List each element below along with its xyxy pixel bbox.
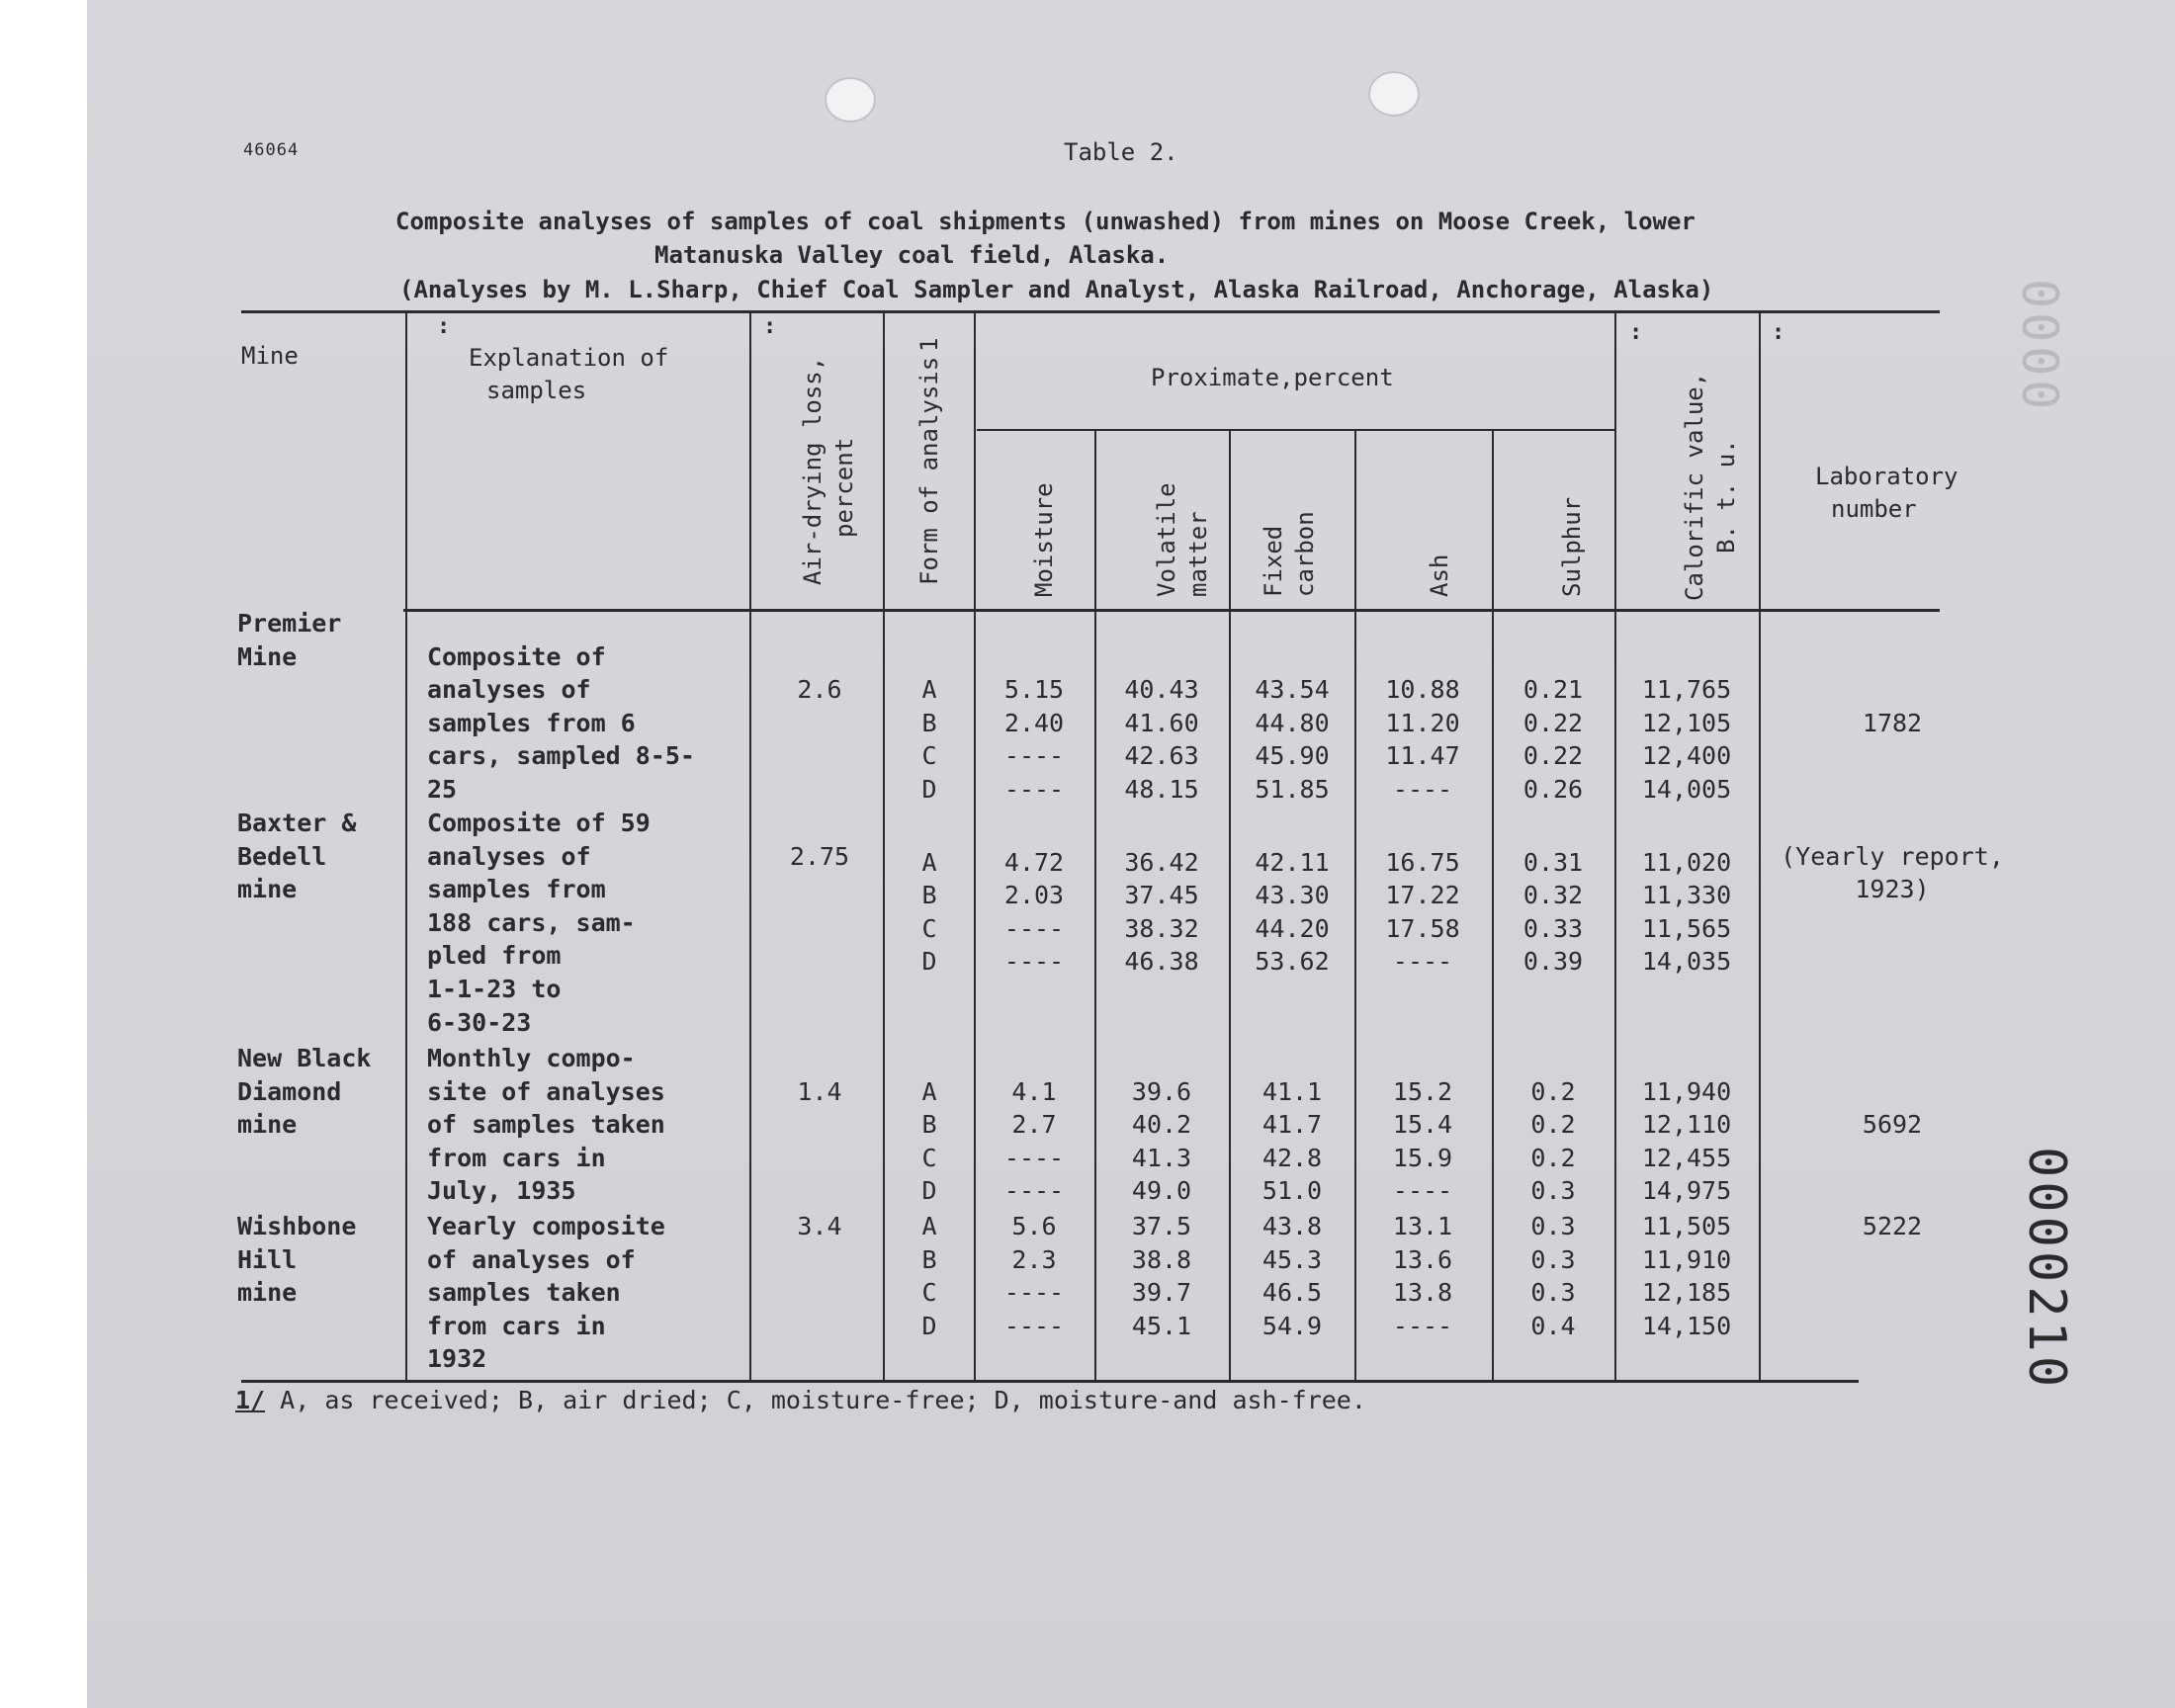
sample-explanation: July, 1935 (427, 1176, 576, 1205)
header-explanation-1: Explanation of (469, 344, 669, 372)
footnote-text: A, as received; B, air dried; C, moisture-free; D, moisture-and ash-free. (265, 1386, 1366, 1414)
calorific-value: 11,565 (1641, 914, 1732, 943)
calorific-value: 14,005 (1641, 775, 1732, 804)
ash-value: 13.1 (1392, 1212, 1453, 1240)
ash-value: 17.22 (1385, 881, 1460, 909)
header-form-footnote-mark: 1 (915, 337, 943, 352)
analysis-form: C (921, 1144, 937, 1172)
sample-explanation: Monthly compo- (427, 1044, 636, 1072)
sample-explanation: from cars in (427, 1312, 606, 1340)
header-colon: : (763, 314, 777, 339)
ash-value: 10.88 (1385, 675, 1460, 704)
calorific-value: 11,910 (1641, 1245, 1732, 1274)
header-calorific-1: Calorific value, (1681, 372, 1708, 601)
vline-air-drying (749, 312, 751, 1382)
volatile-value: 41.60 (1124, 709, 1199, 737)
moisture-value: 2.40 (1003, 709, 1065, 737)
ash-value: ---- (1392, 947, 1453, 976)
moisture-value: 4.1 (1011, 1077, 1057, 1106)
laboratory-number: 1782 (1862, 709, 1923, 737)
laboratory-number: 1923) (1855, 875, 1930, 903)
header-colon: : (437, 314, 451, 339)
ash-value: 17.58 (1385, 914, 1460, 943)
punch-hole-right (1368, 71, 1420, 117)
document-number: 46064 (243, 140, 300, 160)
analysis-form: A (921, 675, 937, 704)
sample-explanation: pled from (427, 941, 562, 970)
mine-name: Bedell (237, 842, 327, 871)
header-moisture: Moisture (1030, 482, 1058, 597)
analysis-form: A (921, 1212, 937, 1240)
sample-explanation: analyses of (427, 842, 591, 871)
header-ash: Ash (1426, 554, 1453, 597)
ash-value: 16.75 (1385, 848, 1460, 877)
sample-explanation: 25 (427, 775, 458, 804)
calorific-value: 11,505 (1641, 1212, 1732, 1240)
analysis-form: B (921, 709, 937, 737)
footnote (235, 1386, 1366, 1414)
mine-name: Baxter & (237, 809, 357, 837)
moisture-value: ---- (1003, 1144, 1065, 1172)
analysis-form: B (921, 881, 937, 909)
header-calorific-2: B. t. u. (1712, 439, 1740, 554)
table-top-rule (241, 310, 1940, 313)
volatile-value: 39.6 (1131, 1077, 1192, 1106)
fixed-carbon-value: 43.8 (1262, 1212, 1323, 1240)
moisture-value: ---- (1003, 1312, 1065, 1340)
sample-explanation: Composite of (427, 642, 606, 671)
sulphur-value: 0.33 (1522, 914, 1584, 943)
sample-explanation: 6-30-23 (427, 1008, 532, 1037)
header-explanation-2: samples (486, 377, 587, 404)
header-sulphur: Sulphur (1558, 496, 1586, 597)
analysis-form: C (921, 914, 937, 943)
moisture-value: ---- (1003, 1176, 1065, 1205)
sample-explanation: cars, sampled 8-5- (427, 741, 695, 770)
header-colon: : (1772, 320, 1785, 345)
analysis-form: D (921, 947, 937, 976)
analysis-form: C (921, 741, 937, 770)
mine-name: Wishbone (237, 1212, 357, 1240)
sample-explanation: of analyses of (427, 1245, 636, 1274)
analysis-form: B (921, 1110, 937, 1139)
punch-hole-left (825, 77, 876, 123)
fixed-carbon-value: 45.3 (1262, 1245, 1323, 1274)
analysis-form: D (921, 1176, 937, 1205)
sample-explanation: analyses of (427, 675, 591, 704)
fixed-carbon-value: 51.0 (1262, 1176, 1323, 1205)
air-drying-loss: 1.4 (797, 1077, 842, 1106)
sulphur-value: 0.3 (1530, 1278, 1576, 1307)
analysis-form: C (921, 1278, 937, 1307)
analysis-form: A (921, 848, 937, 877)
fixed-carbon-value: 41.1 (1262, 1077, 1323, 1106)
scan-margin (0, 0, 87, 1708)
volatile-value: 39.7 (1131, 1278, 1192, 1307)
ash-value: 15.4 (1392, 1110, 1453, 1139)
ash-value: 13.6 (1392, 1245, 1453, 1274)
calorific-value: 12,185 (1641, 1278, 1732, 1307)
volatile-value: 36.42 (1124, 848, 1199, 877)
calorific-value: 14,975 (1641, 1176, 1732, 1205)
header-air-drying-1: Air-drying loss, (799, 356, 826, 585)
sample-explanation: samples taken (427, 1278, 621, 1307)
caption-line-1: Composite analyses of samples of coal shipments (unwashed) from mines on Moose Creek, lower (395, 208, 1696, 235)
vline-sulphur (1492, 431, 1494, 1382)
ash-value: 15.9 (1392, 1144, 1453, 1172)
fixed-carbon-value: 41.7 (1262, 1110, 1323, 1139)
mine-name: New Black (237, 1044, 372, 1072)
sample-explanation: 1-1-23 to (427, 975, 562, 1003)
ash-value: ---- (1392, 1176, 1453, 1205)
sulphur-value: 0.3 (1530, 1245, 1576, 1274)
mine-name: mine (237, 1278, 298, 1307)
sample-explanation: 188 cars, sam- (427, 908, 636, 937)
header-proximate: Proximate,percent (1151, 364, 1394, 391)
faint-side-stamp: 0000 (2011, 279, 2068, 414)
sulphur-value: 0.22 (1522, 709, 1584, 737)
ash-value: ---- (1392, 1312, 1453, 1340)
moisture-value: 2.7 (1011, 1110, 1057, 1139)
volatile-value: 40.2 (1131, 1110, 1192, 1139)
moisture-value: ---- (1003, 1278, 1065, 1307)
calorific-value: 11,940 (1641, 1077, 1732, 1106)
volatile-value: 38.8 (1131, 1245, 1192, 1274)
header-fixed-2: carbon (1291, 511, 1319, 597)
caption-line-2: Matanuska Valley coal field, Alaska. (654, 241, 1170, 269)
calorific-value: 12,455 (1641, 1144, 1732, 1172)
sample-explanation: of samples taken (427, 1110, 665, 1139)
air-drying-loss: 2.75 (789, 842, 850, 871)
fixed-carbon-value: 42.8 (1262, 1144, 1323, 1172)
sample-explanation: from cars in (427, 1144, 606, 1172)
vline-calorific (1614, 312, 1616, 1382)
header-fixed-1: Fixed (1260, 525, 1287, 597)
sulphur-value: 0.3 (1530, 1212, 1576, 1240)
laboratory-number: 5222 (1862, 1212, 1923, 1240)
vline-laboratory (1759, 312, 1761, 1382)
moisture-value: ---- (1003, 947, 1065, 976)
air-drying-loss: 3.4 (797, 1212, 842, 1240)
calorific-value: 14,035 (1641, 947, 1732, 976)
ash-value: ---- (1392, 775, 1453, 804)
sample-explanation: Composite of 59 (427, 809, 651, 837)
fixed-carbon-value: 51.85 (1255, 775, 1330, 804)
fixed-carbon-value: 42.11 (1255, 848, 1330, 877)
fixed-carbon-value: 43.30 (1255, 881, 1330, 909)
mine-name: Diamond (237, 1077, 342, 1106)
analysis-form: A (921, 1077, 937, 1106)
ash-value: 13.8 (1392, 1278, 1453, 1307)
volatile-value: 37.5 (1131, 1212, 1192, 1240)
fixed-carbon-value: 44.20 (1255, 914, 1330, 943)
moisture-value: 5.6 (1011, 1212, 1057, 1240)
sulphur-value: 0.3 (1530, 1176, 1576, 1205)
header-laboratory-2: number (1831, 495, 1917, 523)
sample-explanation: Yearly composite (427, 1212, 665, 1240)
fixed-carbon-value: 54.9 (1262, 1312, 1323, 1340)
vline-fixed-carbon (1229, 431, 1231, 1382)
caption-line-3: (Analyses by M. L.Sharp, Chief Coal Sampler and Analyst, Alaska Railroad, Anchorage, Alaska) (399, 276, 1714, 303)
table-title: Table 2. (1064, 138, 1178, 166)
volatile-value: 42.63 (1124, 741, 1199, 770)
mine-name: mine (237, 1110, 298, 1139)
moisture-value: ---- (1003, 914, 1065, 943)
volatile-value: 48.15 (1124, 775, 1199, 804)
sulphur-value: 0.26 (1522, 775, 1584, 804)
sulphur-value: 0.32 (1522, 881, 1584, 909)
footnote-mark: 1/ (235, 1386, 266, 1414)
mine-name: Mine (237, 642, 298, 671)
fixed-carbon-value: 43.54 (1255, 675, 1330, 704)
header-form-of-analysis: Form of analysis (915, 356, 943, 585)
volatile-value: 46.38 (1124, 947, 1199, 976)
volatile-value: 45.1 (1131, 1312, 1192, 1340)
header-colon: : (1629, 320, 1643, 345)
calorific-value: 11,765 (1641, 675, 1732, 704)
sulphur-value: 0.4 (1530, 1312, 1576, 1340)
side-stamp-number: 0000210 (2017, 1147, 2076, 1392)
ash-value: 11.20 (1385, 709, 1460, 737)
vline-moisture (974, 312, 976, 1382)
moisture-value: 2.3 (1011, 1245, 1057, 1274)
volatile-value: 49.0 (1131, 1176, 1192, 1205)
analysis-form: B (921, 1245, 937, 1274)
volatile-value: 37.45 (1124, 881, 1199, 909)
header-air-drying-2: percent (830, 437, 858, 538)
sample-explanation: samples from (427, 875, 606, 903)
header-mine: Mine (241, 342, 299, 370)
analysis-form: D (921, 1312, 937, 1340)
moisture-value: ---- (1003, 741, 1065, 770)
sulphur-value: 0.2 (1530, 1110, 1576, 1139)
volatile-value: 38.32 (1124, 914, 1199, 943)
calorific-value: 11,330 (1641, 881, 1732, 909)
air-drying-loss: 2.6 (797, 675, 842, 704)
calorific-value: 12,105 (1641, 709, 1732, 737)
fixed-carbon-value: 45.90 (1255, 741, 1330, 770)
vline-ash (1354, 431, 1356, 1382)
calorific-value: 14,150 (1641, 1312, 1732, 1340)
header-volatile-1: Volatile (1153, 482, 1180, 597)
fixed-carbon-value: 46.5 (1262, 1278, 1323, 1307)
sulphur-value: 0.21 (1522, 675, 1584, 704)
analysis-form: D (921, 775, 937, 804)
moisture-value: 2.03 (1003, 881, 1065, 909)
volatile-value: 40.43 (1124, 675, 1199, 704)
calorific-value: 12,400 (1641, 741, 1732, 770)
sample-explanation: 1932 (427, 1344, 487, 1373)
vline-form (883, 312, 885, 1382)
header-bottom-rule (403, 609, 1940, 612)
ash-value: 11.47 (1385, 741, 1460, 770)
vline-volatile (1094, 431, 1096, 1382)
sulphur-value: 0.22 (1522, 741, 1584, 770)
volatile-value: 41.3 (1131, 1144, 1192, 1172)
sulphur-value: 0.39 (1522, 947, 1584, 976)
sulphur-value: 0.31 (1522, 848, 1584, 877)
laboratory-number: (Yearly report, (1781, 842, 2004, 871)
moisture-value: 4.72 (1003, 848, 1065, 877)
fixed-carbon-value: 44.80 (1255, 709, 1330, 737)
mine-name: mine (237, 875, 298, 903)
calorific-value: 12,110 (1641, 1110, 1732, 1139)
sample-explanation: site of analyses (427, 1077, 665, 1106)
sulphur-value: 0.2 (1530, 1144, 1576, 1172)
header-laboratory-1: Laboratory (1815, 463, 1958, 490)
ash-value: 15.2 (1392, 1077, 1453, 1106)
vline-explanation (405, 312, 407, 1382)
fixed-carbon-value: 53.62 (1255, 947, 1330, 976)
sulphur-value: 0.2 (1530, 1077, 1576, 1106)
proximate-sub-rule (977, 429, 1615, 431)
sample-explanation: samples from 6 (427, 709, 636, 737)
calorific-value: 11,020 (1641, 848, 1732, 877)
mine-name: Premier (237, 609, 342, 638)
laboratory-number: 5692 (1862, 1110, 1923, 1139)
mine-name: Hill (237, 1245, 298, 1274)
moisture-value: ---- (1003, 775, 1065, 804)
moisture-value: 5.15 (1003, 675, 1065, 704)
header-volatile-2: matter (1184, 511, 1212, 597)
